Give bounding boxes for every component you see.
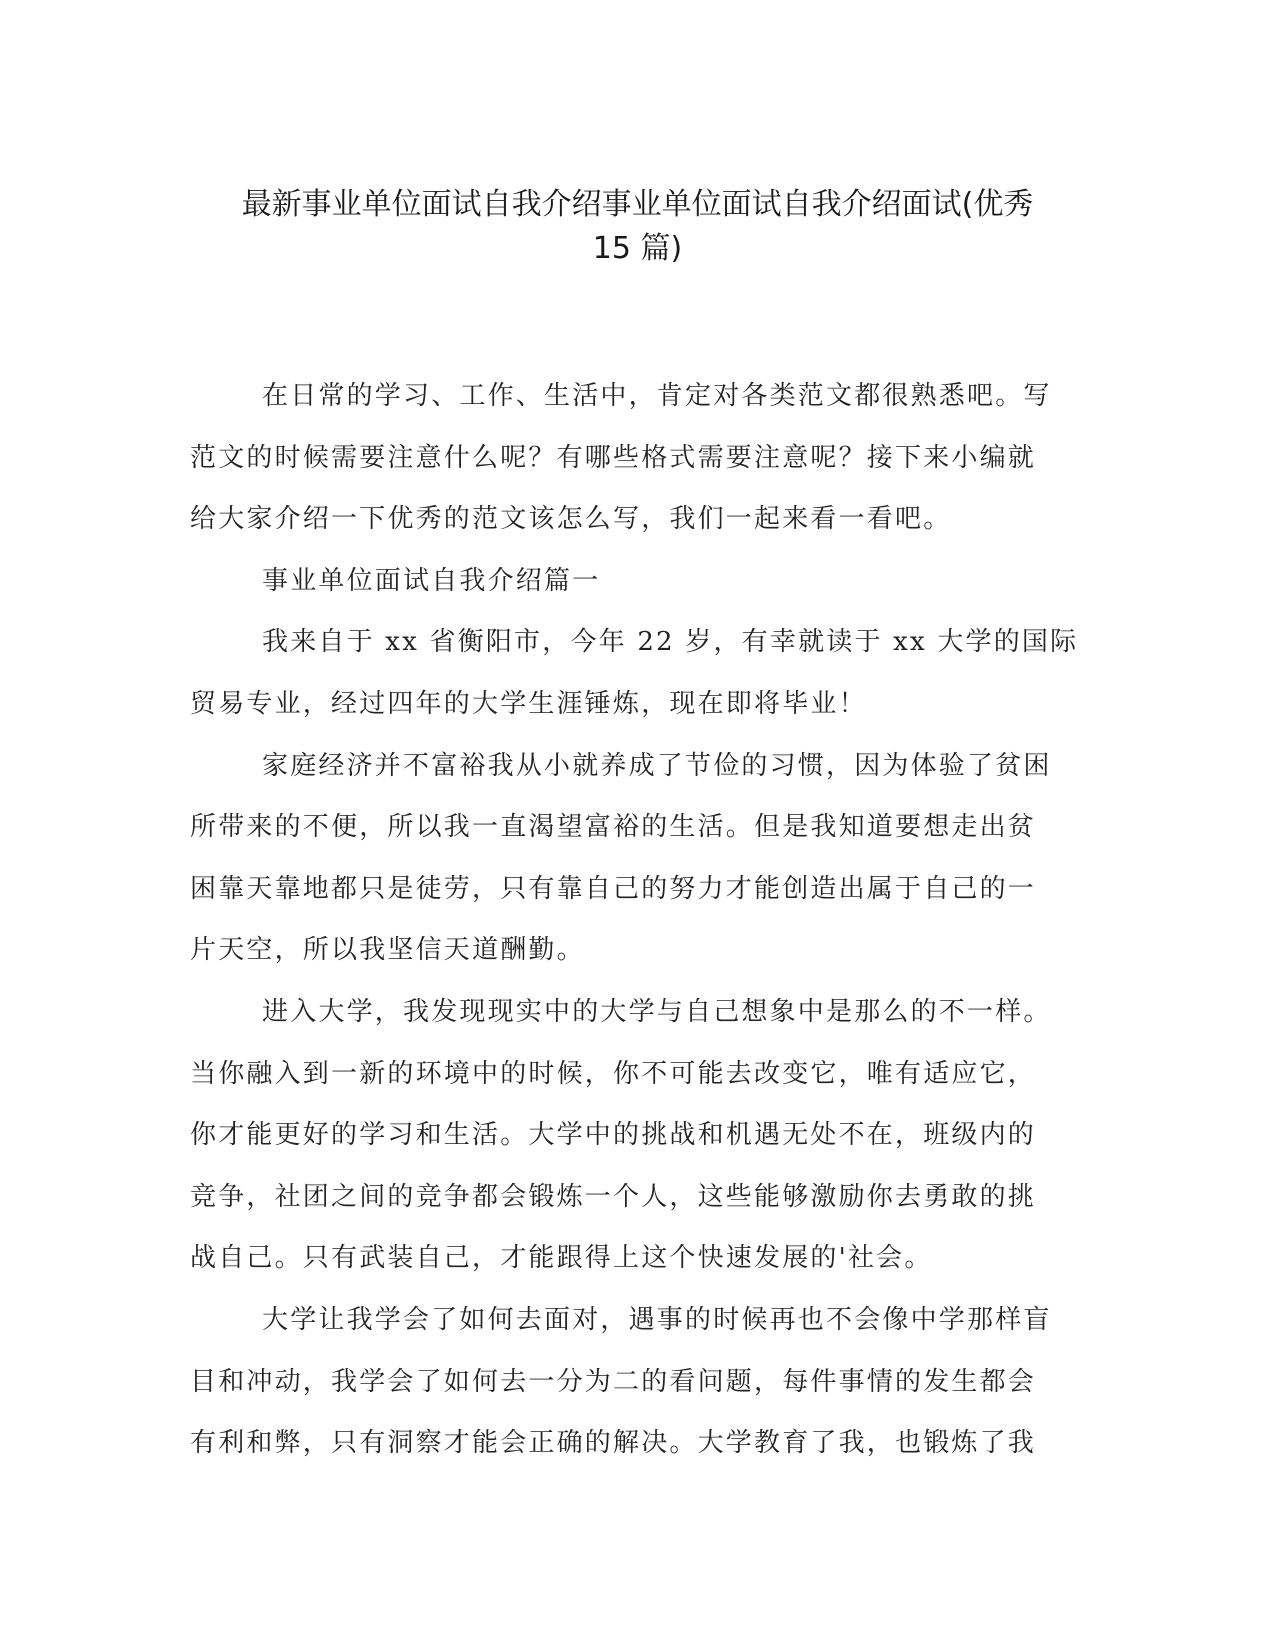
text-line: 所带来的不便，所以我一直渴望富裕的生活。但是我知道要想走出贫 [190,812,1037,843]
text-line: 在日常的学习、工作、生活中，肯定对各类范文都很熟悉吧。写 [262,381,1052,411]
document-body [190,366,1079,1475]
text-line: 战自己。只有武装自己，才能跟得上这个快速发展的'社会。 [190,1243,933,1274]
text-line: 我来自于 xx 省衡阳市，今年 22 岁，有幸就读于 xx 大学的国际 [262,627,1079,658]
text-line: 片天空，所以我坚信天道酬勤。 [190,935,585,966]
text-line: 家庭经济并不富裕我从小就养成了节俭的习惯，因为体验了贫困 [262,750,1052,781]
section-heading: 事业单位面试自我介绍篇一 [262,565,601,596]
document-title [170,183,1105,271]
text-line: 有利和弊，只有洞察才能会正确的解决。大学教育了我，也锻炼了我 [190,1428,1037,1459]
title-line: 15 篇) [592,231,683,266]
text-line: 困靠天靠地都只是徒劳，只有靠自己的努力才能创造出属于自己的一 [190,873,1037,904]
text-line: 大学让我学会了如何去面对，遇事的时候再也不会像中学那样盲 [262,1304,1052,1335]
text-line: 竞争，社团之间的竞争都会锻炼一个人，这些能够激励你去勇敢的挑 [190,1181,1037,1212]
title-line: 最新事业单位面试自我介绍事业单位面试自我介绍面试(优秀 [241,187,1034,222]
text-line: 目和冲动，我学会了如何去一分为二的看问题，每件事情的发生都会 [190,1366,1037,1397]
text-line: 给大家介绍一下优秀的范文该怎么写，我们一起来看一看吧。 [190,504,952,535]
text-line: 进入大学，我发现现实中的大学与自己想象中是那么的不一样。 [262,996,1052,1027]
text-line: 范文的时候需要注意什么呢？有哪些格式需要注意呢？接下来小编就 [190,442,1037,473]
text-line: 你才能更好的学习和生活。大学中的挑战和机遇无处不在，班级内的 [190,1120,1037,1151]
text-line: 当你融入到一新的环境中的时候，你不可能去改变它，唯有适应它， [190,1058,1037,1089]
text-line: 贸易专业，经过四年的大学生涯锤炼，现在即将毕业！ [190,688,867,719]
